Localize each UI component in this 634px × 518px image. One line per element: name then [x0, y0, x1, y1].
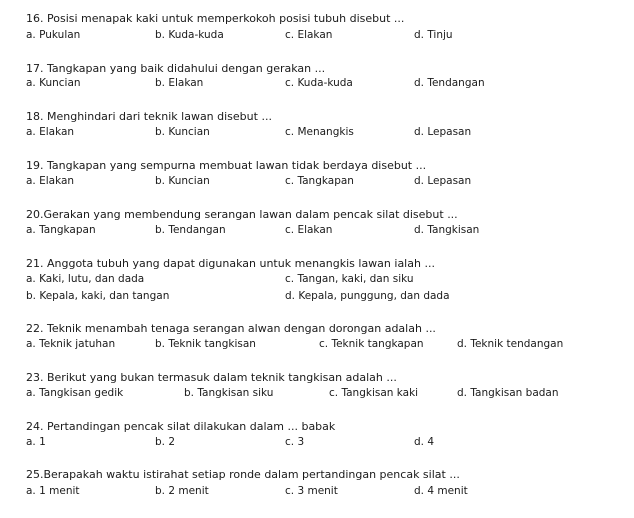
question-17-option-b: b. Elakan	[155, 77, 204, 89]
question-19-stem: 19. Tangkapan yang sempurna membuat lawan tidak berdaya disebut ...	[26, 159, 427, 172]
question-22-stem: 22. Teknik menambah tenaga serangan alwan dengan dorongan adalah ...	[26, 322, 436, 335]
question-23-option-b: b. Tangkisan siku	[184, 387, 274, 399]
question-21-option-d: d. Kepala, punggung, dan dada	[285, 290, 450, 302]
question-25-option-d: d. 4 menit	[414, 485, 468, 497]
question-17-stem: 17. Tangkapan yang baik didahului dengan gerakan ...	[26, 62, 326, 75]
question-23-option-c: c. Tangkisan kaki	[329, 387, 419, 399]
question-24-stem: 24. Pertandingan pencak silat dilakukan dalam ... babak	[26, 420, 336, 433]
question-18-option-c: c. Menangkis	[285, 126, 354, 138]
question-18-stem: 18. Menghindari dari teknik lawan disebut ...	[26, 110, 272, 123]
question-23-stem: 23. Berikut yang bukan termasuk dalam teknik tangkisan adalah ...	[26, 371, 397, 384]
question-16-stem: 16. Posisi menapak kaki untuk memperkokoh posisi tubuh disebut ...	[26, 12, 405, 25]
question-20-option-d: d. Tangkisan	[414, 224, 480, 236]
question-18-option-d: d. Lepasan	[414, 126, 472, 138]
question-21-option-a: a. Kaki, lutu, dan dada	[26, 273, 145, 285]
question-24-option-a: a. 1	[26, 436, 46, 448]
question-17-option-c: c. Kuda-kuda	[285, 77, 353, 89]
question-16-option-c: c. Elakan	[285, 29, 333, 41]
question-25-option-c: c. 3 menit	[285, 485, 338, 497]
question-22-option-c: c. Teknik tangkapan	[319, 338, 424, 350]
question-17-option-d: d. Tendangan	[414, 77, 485, 89]
question-16-option-d: d. Tinju	[414, 29, 453, 41]
question-19-option-b: b. Kuncian	[155, 175, 210, 187]
question-20-option-b: b. Tendangan	[155, 224, 226, 236]
question-20-stem: 20.Gerakan yang membendung serangan lawan dalam pencak silat disebut ...	[26, 208, 458, 221]
question-21-option-c: c. Tangan, kaki, dan siku	[285, 273, 414, 285]
question-22-option-b: b. Teknik tangkisan	[155, 338, 256, 350]
question-18-option-a: a. Elakan	[26, 126, 75, 138]
question-25-option-a: a. 1 menit	[26, 485, 80, 497]
question-20-option-a: a. Tangkapan	[26, 224, 96, 236]
question-22-option-d: d. Teknik tendangan	[457, 338, 564, 350]
question-22-option-a: a. Teknik jatuhan	[26, 338, 116, 350]
question-23-option-d: d. Tangkisan badan	[457, 387, 559, 399]
question-24-option-d: d. 4	[414, 436, 435, 448]
question-23-option-a: a. Tangkisan gedik	[26, 387, 124, 399]
question-21-stem: 21. Anggota tubuh yang dapat digunakan untuk menangkis lawan ialah ...	[26, 257, 435, 270]
question-19-option-d: d. Lepasan	[414, 175, 472, 187]
question-16-option-a: a. Pukulan	[26, 29, 81, 41]
question-21-option-b: b. Kepala, kaki, dan tangan	[26, 290, 170, 302]
question-25-option-b: b. 2 menit	[155, 485, 209, 497]
question-24-option-c: c. 3	[285, 436, 305, 448]
question-19-option-a: a. Elakan	[26, 175, 75, 187]
question-17-option-a: a. Kuncian	[26, 77, 81, 89]
question-16-option-b: b. Kuda-kuda	[155, 29, 224, 41]
question-20-option-c: c. Elakan	[285, 224, 333, 236]
question-18-option-b: b. Kuncian	[155, 126, 210, 138]
question-24-option-b: b. 2	[155, 436, 176, 448]
question-19-option-c: c. Tangkapan	[285, 175, 354, 187]
question-25-stem: 25.Berapakah waktu istirahat setiap ronde dalam pertandingan pencak silat ...	[26, 468, 460, 481]
